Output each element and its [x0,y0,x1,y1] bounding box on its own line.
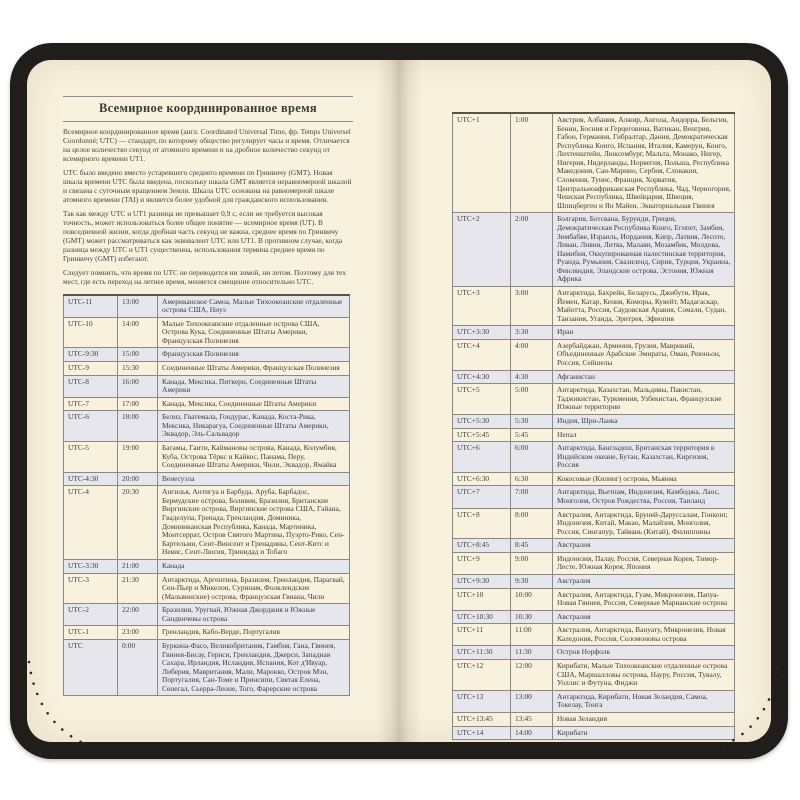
table-row [453,508,735,539]
time-cell: 22:00 [118,604,158,626]
time-cell: 9:00 [511,552,553,574]
utc-zone-cell: UTC+13 [453,690,511,712]
table-row [64,317,350,348]
time-cell: 7:00 [511,486,553,508]
time-cell: 15:00 [118,348,158,362]
table-row [64,411,350,442]
time-cell: 6:30 [511,472,553,486]
time-cell: 2:00 [511,213,553,287]
time-cell: 13:00 [511,690,553,712]
regions-cell: Канада [158,559,350,573]
regions-cell: Австралия [553,575,735,589]
regions-cell: Австралия, Антарктида, Бруней-Даруссалам, Гонконг, Индонезия, Китай, Макао, Малайзия, Монголия, Россия, Сингапур, Тайвань (Китай), Филиппины [553,508,735,539]
utc-zone-cell: UTC-11 [64,295,118,318]
time-cell: 8:00 [511,508,553,539]
utc-table-negative [63,294,350,697]
table-row [64,375,350,397]
time-cell: 23:00 [118,626,158,640]
time-cell: 3:30 [511,326,553,340]
table-row [453,552,735,574]
utc-zone-cell: UTC-1 [64,626,118,640]
intro-paragraph: UTC было введено вместо устаревшего среднего времени по Гринвичу (GMT). Новая шкала времени UTC была введена, поскольку шкала GMT является неравномерной шкалой и связана с суточным вращением Земли. Шкала UTC основана на равномерной шкале атомного времени (TAI) и является более удобной для гражданского использования. [63,168,352,205]
utc-zone-cell: UTC+13:45 [453,712,511,726]
time-cell: 20:30 [118,486,158,560]
table-row [453,624,735,646]
regions-cell: Иран [553,326,735,340]
table-row [453,575,735,589]
utc-zone-cell: UTC+10:30 [453,610,511,624]
regions-cell: Антарктида, Бахрейн, Беларусь, Джибути, Ирак, Йемен, Катар, Кения, Коморы, Кувейт, Мадагаскар, Майотта, Россия, Саудовская Аравия, Сомали, Судан, Танзания, Уганда, Эритрея, Эфиопия [553,286,735,325]
regions-cell: Новая Зеландия [553,712,735,726]
regions-cell: Багамы, Гаити, Каймановы острова, Канада, Колумбия, Куба, Острова Тёркс и Кайкос, Панама, Перу, Соединенные Штаты Америки, Чили, Эквадор, Ямайка [158,442,350,473]
regions-cell: Ангилья, Антигуа и Барбуда, Аруба, Барбадос, Бермудские острова, Боливия, Бразилия, Британские Виргинские острова, Виргинские острова США, Гайана, Гваделупа, Гренада, Гренландия, Доминика, Доминиканская Республика, Канада, Мартиника, Монтсеррат, Остров Святого Мартина, Пуэрто-Рико, Сен-Бартельми, Сент-Винсент и Гренадины, Сент-Китс и Невис, Сент-Люсия, Тринидад и Тобаго [158,486,350,560]
time-cell: 19:00 [118,442,158,473]
table-row [64,361,350,375]
time-cell: 14:00 [511,726,553,740]
time-cell: 14:00 [118,317,158,348]
table-row [453,646,735,660]
left-page [27,60,399,742]
utc-zone-cell: UTC-9 [64,361,118,375]
utc-zone-cell: UTC-4 [64,486,118,560]
time-cell: 21:00 [118,559,158,573]
regions-cell: Белиз, Гватемала, Гондурас, Канада, Коста-Рика, Мексика, Никарагуа, Соединенные Штаты Америки, Эквадор, Эль-Сальвадор [158,411,350,442]
utc-zone-cell: UTC-6 [64,411,118,442]
utc-zone-cell: UTC-9:30 [64,348,118,362]
time-cell: 6:00 [511,442,553,473]
time-cell: 16:00 [118,375,158,397]
table-row [64,486,350,560]
table-row [453,326,735,340]
table-row [64,348,350,362]
right-page [399,60,771,742]
table-row [64,559,350,573]
page-spread [27,60,771,742]
regions-cell: Кирибати [553,726,735,740]
regions-cell: Индия, Шри-Ланка [553,414,735,428]
time-cell: 11:30 [511,646,553,660]
table-row [64,604,350,626]
utc-zone-cell: UTC+3 [453,286,511,325]
time-cell: 4:00 [511,339,553,370]
utc-zone-cell: UTC+5:30 [453,414,511,428]
regions-cell: Болгария, Ботсвана, Бурунди, Греция, Демократическая Республика Конго, Египет, Замбия, Зимбабве, Израиль, Иордания, Кипр, Латвия, Лесото, Ливан, Ливия, Литва, Малави, Мозамбик, Молдова, Намибия, Оккупированная палестинская территория, Руанда, Румыния, Свазиленд, Сирия, Турция, Украина, Финляндия, Эландские острова, Эстония, Южная Африка [553,213,735,287]
time-cell: 5:00 [511,384,553,415]
table-row [453,610,735,624]
time-cell: 9:30 [511,575,553,589]
table-row [64,472,350,486]
time-cell: 13:00 [118,295,158,318]
regions-cell: Гренландия, Кабо-Верде, Португалия [158,626,350,640]
utc-zone-cell: UTC+5 [453,384,511,415]
utc-zone-cell: UTC-3:30 [64,559,118,573]
intro-paragraph: Так как между UTC и UT1 разница не превышает 0,9 с, если не требуется высокая точность, может использоваться более общее понятие — всемирное время (UT). В повседневной жизни, когда дробная часть секунд не важна, среднее время по Гринвичу (GMT) может рассматриваться как эквивалент UTC или UT1. В противном случае, когда разница между UTC и UT1 существенна, использования термина среднее время по Гринвичу (GMT) избегают. [63,209,343,264]
regions-cell: Австралия [553,610,735,624]
table-row [64,442,350,473]
table-row [453,588,735,610]
regions-cell: Антарктида, Кирибати, Новая Зеландия, Самоа, Токелау, Тонга [553,690,735,712]
utc-zone-cell: UTC [64,640,118,696]
utc-zone-cell: UTC-4:30 [64,472,118,486]
regions-cell: Индонезия, Палау, Россия, Северная Корея, Тимор-Лесте, Южная Корея, Япония [553,552,735,574]
page-title: Всемирное координированное время [99,101,317,115]
regions-cell: Кокосовые (Килинг) острова, Мьянма [553,472,735,486]
regions-cell: Канада, Мексика, Питкерн, Соединенные Штаты Америки [158,375,350,397]
utc-zone-cell: UTC-2 [64,604,118,626]
utc-zone-cell: UTC+6:30 [453,472,511,486]
utc-zone-cell: UTC+5:45 [453,428,511,442]
time-cell: 0:00 [118,640,158,696]
table-row [453,712,735,726]
utc-zone-cell: UTC-8 [64,375,118,397]
table-row [453,384,735,415]
time-cell: 15:30 [118,361,158,375]
utc-zone-cell: UTC-7 [64,397,118,411]
table-row [453,660,735,691]
regions-cell: Американское Самоа, Малые Тихоокеанские отдаленные острова США, Ниуэ [158,295,350,318]
intro-paragraph: Следует помнить, что время по UTC не переводится ни зимой, ни летом. Поэтому для тех мест, где есть переход на летнее время, меняется смещение относительно UTC. [63,268,347,287]
regions-cell: Австралия, Антарктида, Гуам, Микронезия, Папуа-Новая Гвинея, Россия, Северные Марианские острова [553,588,735,610]
table-row [453,414,735,428]
regions-cell: Кирибати, Малые Тихоокеанские отдаленные острова США, Маршалловы острова, Науру, Россия, Тувалу, Уоллис и Футуна, Фиджи [553,660,735,691]
regions-cell: Венесуэла [158,472,350,486]
table-row [453,113,735,213]
table-row [453,539,735,553]
time-cell: 21:30 [118,573,158,604]
table-row [453,472,735,486]
time-cell: 5:30 [511,414,553,428]
regions-cell: Азербайджан, Армения, Грузия, Маврикий, Объединенные Арабские Эмираты, Оман, Реюньон, Россия, Сейшелы [553,339,735,370]
time-cell: 3:00 [511,286,553,325]
time-cell: 8:45 [511,539,553,553]
table-row [453,486,735,508]
regions-cell: Соединенные Штаты Америки, Французская Полинезия [158,361,350,375]
notebook-cover [10,43,788,759]
time-cell: 5:45 [511,428,553,442]
utc-zone-cell: UTC+11:30 [453,646,511,660]
table-row [453,726,735,740]
time-cell: 12:00 [511,660,553,691]
time-cell: 20:00 [118,472,158,486]
regions-cell: Остров Норфолк [553,646,735,660]
utc-zone-cell: UTC+4:30 [453,370,511,384]
utc-zone-cell: UTC-5 [64,442,118,473]
utc-zone-cell: UTC+9 [453,552,511,574]
table-row [64,295,350,318]
utc-zone-cell: UTC+3:30 [453,326,511,340]
regions-cell: Афганистан [553,370,735,384]
table-row [64,640,350,696]
regions-cell: Бразилия, Уругвай, Южная Джорджия и Южные Сандвичевы острова [158,604,350,626]
table-row [453,370,735,384]
utc-zone-cell: UTC+2 [453,213,511,287]
utc-zone-cell: UTC+11 [453,624,511,646]
utc-zone-cell: UTC+1 [453,113,511,213]
regions-cell: Антарктида, Бангладеш, Британская территория в Индийском океане, Бутан, Казахстан, Киргизия, Россия [553,442,735,473]
utc-zone-cell: UTC-10 [64,317,118,348]
time-cell: 10:00 [511,588,553,610]
table-row [453,339,735,370]
time-cell: 18:00 [118,411,158,442]
intro-paragraph: Всемирное координированное время (англ. Coordinated Universal Time, фр. Temps Universel Coordonné; UTC) — стандарт, по которому общество регулирует часы и время. Отличается на целое количество секунд от атомного времени и на дробное количество секунд от всемирного времени UT1. [63,127,351,164]
regions-cell: Непал [553,428,735,442]
table-row [453,286,735,325]
time-cell: 1:00 [511,113,553,213]
utc-zone-cell: UTC-3 [64,573,118,604]
regions-cell: Австралия, Антарктида, Вануату, Микронезия, Новая Каледония, Россия, Соломоновы острова [553,624,735,646]
utc-zone-cell: UTC+12 [453,660,511,691]
table-row [64,573,350,604]
table-row [64,397,350,411]
intro-text [63,127,353,287]
regions-cell: Буркина-Фасо, Великобритания, Гамбия, Гана, Гвинея, Гвинея-Бисау, Гернси, Гренландия, Джерси, Западная Сахара, Ирландия, Исландия, Испания, Кот д'Ивуар, Либерия, Мавритания, Мали, Марокко, Остров Мэн, Португалия, Сан-Томе и Принсипи, Святая Елена, Сенегал, Сьерра-Леоне, Того, Фарерские острова [158,640,350,696]
regions-cell: Малые Тихоокеанские отдаленные острова США, Острова Кука, Соединенные Штаты Америки, Французская Полинезия [158,317,350,348]
utc-zone-cell: UTC+10 [453,588,511,610]
table-row [453,690,735,712]
table-row [64,626,350,640]
time-cell: 13:45 [511,712,553,726]
time-cell: 10:30 [511,610,553,624]
utc-zone-cell: UTC+6 [453,442,511,473]
table-row [453,428,735,442]
utc-zone-cell: UTC+8:45 [453,539,511,553]
utc-table-positive [452,112,735,740]
utc-zone-cell: UTC+14 [453,726,511,740]
title-rule-bottom [63,121,353,122]
table-row [453,442,735,473]
regions-cell: Антарктида, Вьетнам, Индонезия, Камбоджа, Лаос, Монголия, Остров Рождества, Россия, Таиланд [553,486,735,508]
regions-cell: Австрия, Албания, Алжир, Ангола, Андорра, Бельгия, Бенин, Босния и Герцеговина, Ватикан, Венгрия, Габон, Германия, Гибралтар, Дания, Демократическая Республика Конго, Испания, Италия, Камерун, Конго, Лихтенштейн, Люксембург, Мальта, Монако, Нигер, Нигерия, Нидерланды, Норвегия, Польша, Республика Македония, Сан-Марино, Сербия, Словакия, Словения, Тунис, Франция, Хорватия, Центральноафриканская Республика, Чад, Черногория, Чешская Республика, Швейцария, Швеция, Шпицберген и Ян Майен, Экваториальная Гвинея [553,113,735,213]
regions-cell: Антарктида, Аргентина, Бразилия, Гренландия, Парагвай, Сен-Пьер и Микелон, Суринам, Фолклендские (Мальвинские) острова, Французская Гвиана, Чили [158,573,350,604]
time-cell: 4:30 [511,370,553,384]
utc-zone-cell: UTC+7 [453,486,511,508]
time-cell: 11:00 [511,624,553,646]
regions-cell: Французская Полинезия [158,348,350,362]
regions-cell: Канада, Мексика, Соединенные Штаты Америки [158,397,350,411]
regions-cell: Австралия [553,539,735,553]
utc-zone-cell: UTC+4 [453,339,511,370]
utc-zone-cell: UTC+8 [453,508,511,539]
regions-cell: Антарктида, Казахстан, Мальдивы, Пакистан, Таджикистан, Туркмения, Узбекистан, Французские Южные территории [553,384,735,415]
time-cell: 17:00 [118,397,158,411]
utc-zone-cell: UTC+9:30 [453,575,511,589]
table-row [453,213,735,287]
